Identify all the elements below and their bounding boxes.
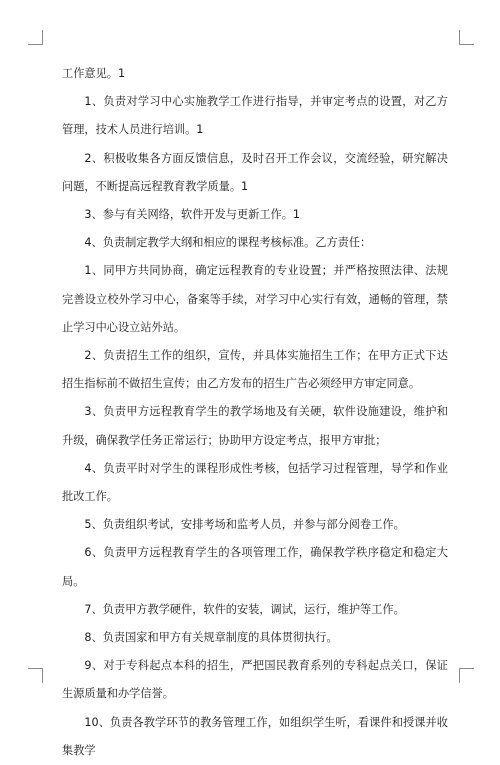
paragraph-party-b-8: 8、负责国家和甲方有关规章制度的具体贯彻执行。: [84, 631, 338, 645]
crop-mark-bottom-left: [28, 668, 43, 683]
document-body: [62, 60, 448, 765]
crop-mark-top-left: [28, 30, 43, 45]
paragraph-item-3: 3、参与有关网络，软件开发与更新工作。1: [84, 208, 301, 222]
paragraph-continuation: 工作意见。1: [62, 67, 126, 80]
paragraph-party-b-4: 4、负责平时对学生的课程形成性考核，包括学习过程管理，导学和作业批改工作。: [62, 461, 448, 504]
paragraph-party-b-1: 1、同甲方共同协商，确定远程教育的专业设置；并严格按照法律、法规完善设立校外学习中心，备案等手续，对学习中心实行有效，通畅的管理，禁止学习中心设立站外站。: [62, 264, 448, 334]
crop-mark-top-right: [459, 30, 474, 45]
crop-mark-bottom-right: [459, 668, 474, 683]
paragraph-item-4: 4、负责制定教学大纲和相应的课程考核标准。乙方责任：: [84, 236, 372, 250]
paragraph-party-b-2: 2、负责招生工作的组织，宣传，并具体实施招生工作；在甲方正式下达招生指标前不做招生宣传；由乙方发布的招生广告必须经甲方审定同意。: [62, 349, 448, 391]
paragraph-item-2: 2、积极收集各方面反馈信息，及时召开工作会议，交流经验，研究解决问题，不断提高远程教育教学质量。1: [62, 151, 448, 193]
paragraph-item-1: 1、负责对学习中心实施教学工作进行指导，并审定考点的设置，对乙方管理，技术人员进行培训。1: [62, 95, 448, 137]
paragraph-party-b-10: 10、负责各教学环节的教务管理工作，如组织学生听，看课件和授课并收集教学: [62, 715, 448, 757]
paragraph-party-b-7: 7、负责甲方教学硬件，软件的安装，调试，运行，维护等工作。: [84, 602, 405, 616]
paragraph-party-b-6: 6、负责甲方远程教育学生的各项管理工作，确保教学秩序稳定和稳定大局。: [62, 546, 448, 588]
paragraph-party-b-5: 5、负责组织考试，安排考场和监考人员，并参与部分阅卷工作。: [84, 518, 405, 532]
paragraph-party-b-3: 3、负责甲方远程教育学生的教学场地及有关硬，软件设施建设，维护和升级，确保教学任务正常运行；协助甲方设定考点，报甲方审批；: [62, 405, 448, 447]
paragraph-party-b-9: 9、对于专科起点本科的招生，严把国民教育系列的专科起点关口，保证生源质量和办学信誉。: [62, 659, 448, 701]
